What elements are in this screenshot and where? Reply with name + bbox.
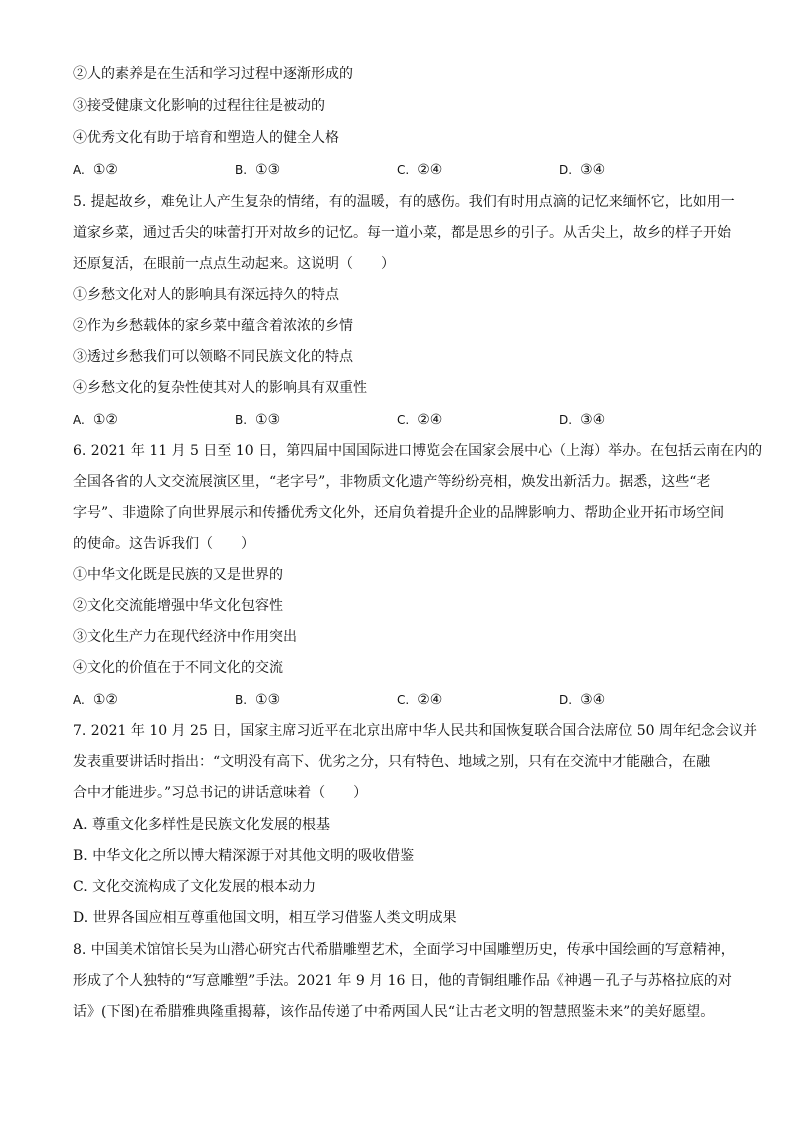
q5-item-2: ②作为乡愁载体的家乡菜中蕴含着浓浓的乡情 — [73, 318, 353, 334]
q6-option-b[interactable] — [235, 690, 280, 710]
q8-stem-line-2: 形成了个人独特的“写意雕塑”手法。2021 年 9 月 16 日，他的青铜组雕作品《神遇－孔子与苏格拉底的对 — [73, 973, 732, 989]
option-key: B. — [235, 163, 248, 177]
q5-option-c[interactable] — [397, 410, 442, 430]
q4-option-c[interactable] — [397, 160, 442, 180]
q6-item-1: ①中华文化既是民族的又是世界的 — [73, 567, 283, 583]
q6-item-4: ④文化的价值在于不同文化的交流 — [73, 660, 283, 676]
q5-stem-line-3: 还原复活，在眼前一点点生动起来。这说明（ ） — [73, 256, 395, 272]
q4-item-2: ②人的素养是在生活和学习过程中逐渐形成的 — [73, 66, 353, 82]
q5-option-d[interactable] — [559, 410, 605, 430]
option-text: ①③ — [255, 412, 281, 428]
q6-stem-line-4: 的使命。这告诉我们（ ） — [73, 536, 255, 552]
q6-option-a[interactable] — [73, 690, 118, 710]
q6-options — [73, 690, 723, 710]
q6-item-2: ②文化交流能增强中华文化包容性 — [73, 598, 283, 614]
q5-option-a[interactable] — [73, 410, 118, 430]
q6-option-d[interactable] — [559, 690, 605, 710]
q4-options — [73, 160, 723, 180]
q6-item-3: ③文化生产力在现代经济中作用突出 — [73, 629, 297, 645]
q5-stem-line-1: 5. 提起故乡，难免让人产生复杂的情绪，有的温暖，有的感伤。我们有时用点滴的记忆来缅怀它，比如用一 — [73, 194, 735, 210]
option-key: D. — [559, 413, 573, 427]
option-key: C. — [397, 413, 410, 427]
q7-choice-c[interactable]: C. 文化交流构成了文化发展的根本动力 — [73, 879, 317, 895]
option-key: A. — [73, 163, 85, 177]
option-text: ①② — [92, 692, 118, 708]
q5-option-b[interactable] — [235, 410, 280, 430]
option-key: A. — [73, 413, 85, 427]
option-text: ①③ — [255, 692, 281, 708]
option-text: ③④ — [580, 692, 606, 708]
option-text: ③④ — [580, 412, 606, 428]
q6-stem-line-2: 全国各省的人文交流展演区里，“老字号”，非物质文化遗产等纷纷亮相，焕发出新活力。据悉，这些“老 — [73, 474, 711, 490]
option-key: B. — [235, 693, 248, 707]
option-text: ②④ — [417, 412, 443, 428]
option-text: ①③ — [255, 162, 281, 178]
q5-item-4: ④乡愁文化的复杂性使其对人的影响具有双重性 — [73, 380, 367, 396]
option-text: ①② — [92, 162, 118, 178]
q7-choice-d[interactable]: D. 世界各国应相互尊重他国文明，相互学习借鉴人类文明成果 — [73, 910, 457, 926]
q7-stem-line-3: 合中才能进步。”习总书记的讲话意味着（ ） — [73, 785, 368, 801]
option-text: ②④ — [417, 692, 443, 708]
q6-stem-line-1: 6. 2021 年 11 月 5 日至 10 日，第四届中国国际进口博览会在国家会展中心（上海）举办。在包括云南在内的 — [73, 443, 763, 459]
option-key: D. — [559, 163, 573, 177]
q7-choice-a[interactable]: A. 尊重文化多样性是民族文化发展的根基 — [73, 817, 331, 833]
q7-stem-line-1: 7. 2021 年 10 月 25 日，国家主席习近平在北京出席中华人民共和国恢复联合国合法席位 50 周年纪念会议并 — [73, 723, 758, 739]
q4-item-4: ④优秀文化有助于培育和塑造人的健全人格 — [73, 130, 339, 146]
option-key: C. — [397, 163, 410, 177]
q6-stem-line-3: 字号”、非遗除了向世界展示和传播优秀文化外，还肩负着提升企业的品牌影响力、帮助企业开拓市场空间 — [73, 505, 725, 521]
q4-option-b[interactable] — [235, 160, 280, 180]
q7-choice-b[interactable]: B. 中华文化之所以博大精深源于对其他文明的吸收借鉴 — [73, 848, 415, 864]
q8-stem-line-1: 8. 中国美术馆馆长吴为山潜心研究古代希腊雕塑艺术，全面学习中国雕塑历史，传承中国绘画的写意精神， — [73, 942, 735, 958]
option-text: ②④ — [417, 162, 443, 178]
q8-stem-line-3: 话》(下图)在希腊雅典隆重揭幕，该作品传递了中希两国人民“让古老文明的智慧照鉴未来”的美好愿望。 — [73, 1004, 715, 1020]
q4-option-a[interactable] — [73, 160, 118, 180]
q6-option-c[interactable] — [397, 690, 442, 710]
option-key: B. — [235, 413, 248, 427]
option-key: C. — [397, 693, 410, 707]
q5-options — [73, 410, 723, 430]
q7-stem-line-2: 发表重要讲话时指出：“文明没有高下、优劣之分，只有特色、地域之别，只有在交流中才能融合，在融 — [73, 754, 711, 770]
q5-item-3: ③透过乡愁我们可以领略不同民族文化的特点 — [73, 349, 353, 365]
q5-stem-line-2: 道家乡菜，通过舌尖的味蕾打开对故乡的记忆。每一道小菜，都是思乡的引子。从舌尖上，故乡的样子开始 — [73, 225, 731, 241]
option-text: ①② — [92, 412, 118, 428]
q5-item-1: ①乡愁文化对人的影响具有深远持久的特点 — [73, 287, 339, 303]
option-key: A. — [73, 693, 85, 707]
q4-item-3: ③接受健康文化影响的过程往往是被动的 — [73, 98, 325, 114]
option-text: ③④ — [580, 162, 606, 178]
q4-option-d[interactable] — [559, 160, 605, 180]
option-key: D. — [559, 693, 573, 707]
